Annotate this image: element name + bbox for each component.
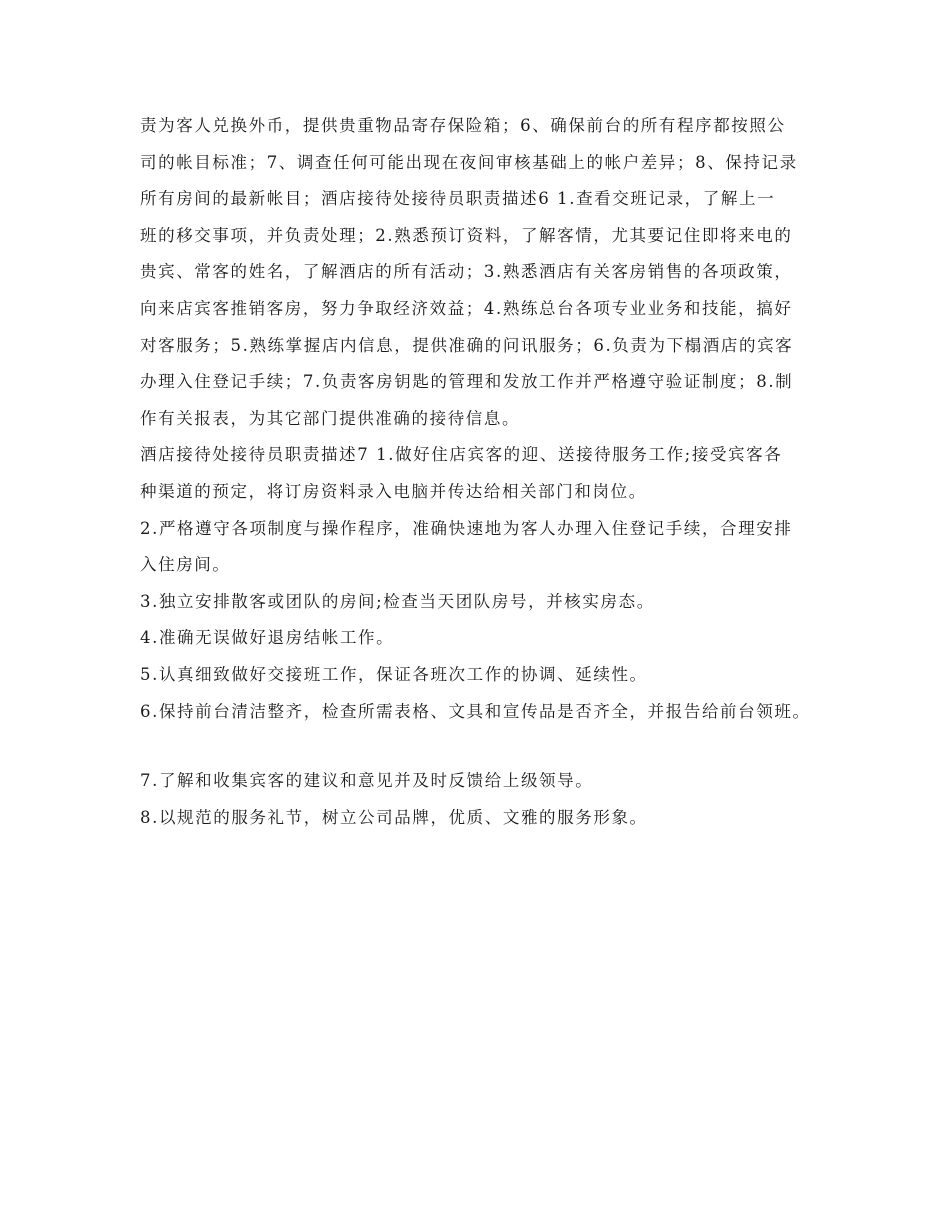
paragraph-job-description-6 bbox=[140, 108, 820, 437]
list-item-3 bbox=[140, 584, 820, 621]
list-item-7 bbox=[140, 763, 820, 800]
text-line: 班的移交事项，并负责处理；2.熟悉预订资料，了解客情，尤其要记住即将来电的 bbox=[140, 225, 793, 245]
text-line: 酒店接待处接待员职责描述7 1.做好住店宾客的迎、送接待服务工作;接受宾客各 bbox=[140, 445, 783, 465]
paragraph-job-description-7 bbox=[140, 437, 820, 510]
list-item-5 bbox=[140, 657, 820, 694]
text-line: 3.独立安排散客或团队的房间;检查当天团队房号，并核实房态。 bbox=[140, 591, 655, 611]
list-item-4 bbox=[140, 620, 820, 657]
text-line: 司的帐目标准；7、调查任何可能出现在夜间审核基础上的帐户差异；8、保持记录 bbox=[140, 152, 798, 172]
list-item-2 bbox=[140, 511, 820, 584]
document-body bbox=[140, 108, 820, 836]
text-line: 所有房间的最新帐目；酒店接待处接待员职责描述6 1.查看交班记录，了解上一 bbox=[140, 189, 776, 209]
paragraph-spacer bbox=[140, 730, 820, 763]
text-line: 7.了解和收集宾客的建议和意见并及时反馈给上级领导。 bbox=[140, 771, 594, 791]
text-line: 责为客人兑换外币，提供贵重物品寄存保险箱；6、确保前台的所有程序都按照公 bbox=[140, 116, 786, 135]
text-line: 种渠道的预定，将订房资料录入电脑并传达给相关部门和岗位。 bbox=[140, 481, 647, 501]
text-line: 办理入住登记手续；7.负责客房钥匙的管理和发放工作并严格遵守验证制度；8.制 bbox=[140, 372, 794, 392]
text-line: 对客服务；5.熟练掌握店内信息，提供准确的问讯服务；6.负责为下榻酒店的宾客 bbox=[140, 335, 794, 355]
text-line: 4.准确无误做好退房结帐工作。 bbox=[140, 628, 395, 648]
text-line: 6.保持前台清洁整齐，检查所需表格、文具和宣传品是否齐全，并报告给前台领班。 bbox=[140, 701, 811, 721]
list-item-6 bbox=[140, 694, 820, 731]
text-line: 作有关报表，为其它部门提供准确的接待信息。 bbox=[140, 408, 521, 428]
text-line: 2.严格遵守各项制度与操作程序，准确快速地为客人办理入住登记手续，合理安排 bbox=[140, 518, 793, 538]
text-line: 贵宾、常客的姓名，了解酒店的所有活动；3.熟悉酒店有关客房销售的各项政策， bbox=[140, 262, 793, 282]
text-line: 8.以规范的服务礼节，树立公司品牌，优质、文雅的服务形象。 bbox=[140, 807, 648, 827]
list-item-8 bbox=[140, 800, 820, 837]
text-line: 向来店宾客推销客房，努力争取经济效益；4.熟练总台各项专业业务和技能，搞好 bbox=[140, 298, 793, 318]
text-line: 入住房间。 bbox=[140, 555, 231, 575]
text-line: 5.认真细致做好交接班工作，保证各班次工作的协调、延续性。 bbox=[140, 664, 648, 684]
